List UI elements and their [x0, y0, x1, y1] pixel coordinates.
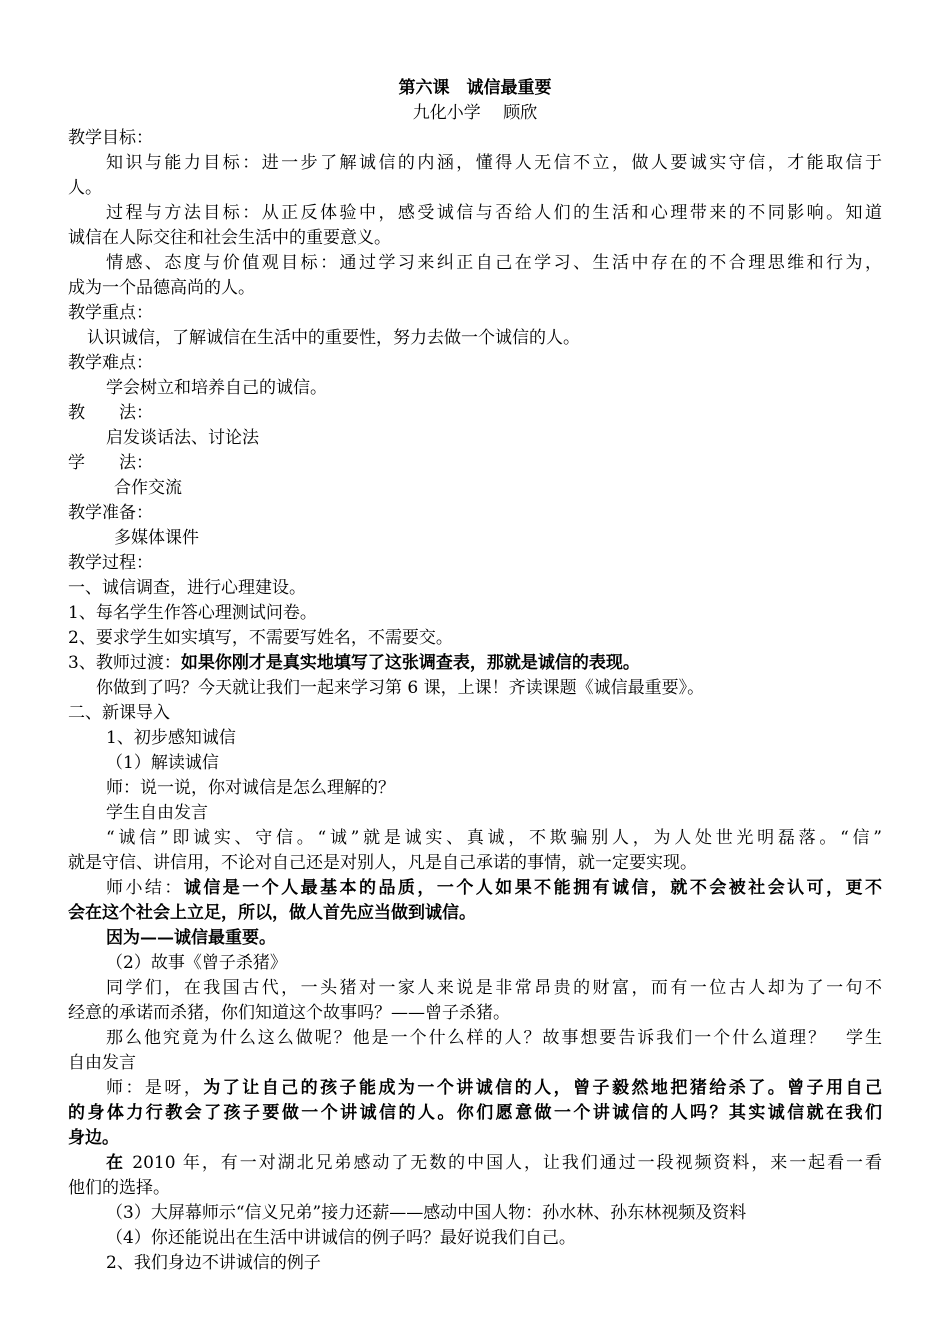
text-line: 会在这个社会上立足，所以，做人首先应当做到诚信。: [68, 903, 476, 923]
text-line: 就是守信、讲信用，不论对自己还是对别人，凡是自己承诺的事情，就一定要实现。: [68, 853, 697, 873]
text-line: （2）故事《曾子杀猪》: [106, 953, 287, 973]
text-line: 启发谈话法、讨论法: [106, 428, 259, 448]
text-line: 师：说一说，你对诚信是怎么理解的？: [106, 778, 395, 798]
bold-text-run: 诚信是一个人最基本的品质，一个人如果不能拥有诚信，就不会被社会认可，更不: [183, 878, 883, 898]
heading-learning-method: 学 法：: [68, 453, 153, 473]
text-line: 那么他究竟为什么这么做呢？他是一个什么样的人？故事想要告诉我们一个什么道理？ 学生: [106, 1028, 882, 1048]
section-heading: 一、诚信调查，进行心理建设。: [68, 578, 306, 598]
text-line: 身边。: [68, 1128, 119, 1148]
text-line: 2、要求学生如实填写，不需要写姓名，不需要交。: [68, 628, 453, 648]
text-run: 师：是呀，: [106, 1078, 204, 1098]
heading-process: 教学过程：: [68, 553, 153, 573]
text-line: 学会树立和培养自己的诚信。: [106, 378, 327, 398]
text-line: 因为——诚信最重要。: [106, 928, 276, 948]
heading-difficulties: 教学难点：: [68, 353, 153, 373]
doc-author: 九化小学 顾欣: [412, 103, 538, 123]
section-heading: 二、新课导入: [68, 703, 170, 723]
text-line: “诚信”即诚实、守信。“诚”就是诚实、真诚，不欺骗别人，为人处世光明磊落。“信”: [106, 828, 882, 848]
text-line: 知识与能力目标：进一步了解诚信的内涵，懂得人无信不立，做人要诚实守信，才能取信于: [106, 153, 882, 173]
text-line: 人。: [68, 178, 102, 198]
text-line: 1、初步感知诚信: [106, 728, 236, 748]
text-line: （4）你还能说出在生活中讲诚信的例子吗？最好说我们自己。: [106, 1228, 576, 1248]
text-line: 2、我们身边不讲诚信的例子: [106, 1253, 321, 1273]
bold-text-run: 在: [106, 1153, 125, 1173]
text-line: [106, 1076, 882, 1100]
text-line: 你做到了吗？今天就让我们一起来学习第 6 课，上课！齐读课题《诚信最重要》。: [96, 678, 705, 698]
text-line: （3）大屏幕师示“信义兄弟”接力还薪——感动中国人物：孙水林、孙东林视频及资料: [106, 1203, 747, 1223]
heading-objectives: 教学目标：: [68, 128, 153, 148]
text-line: 合作交流: [114, 478, 182, 498]
heading-teaching-method: 教 法：: [68, 403, 153, 423]
text-line: 经意的承诺而杀猪，你们知道这个故事吗？——曾子杀猪。: [68, 1003, 510, 1023]
heading-preparation: 教学准备：: [68, 503, 153, 523]
text-line: 的身体力行教会了孩子要做一个讲诚信的人。你们愿意做一个讲诚信的人吗？其实诚信就在我们: [68, 1103, 882, 1123]
bold-text-run: 为了让自己的孩子能成为一个讲诚信的人，曾子毅然地把猪给杀了。曾子用自己: [203, 1078, 883, 1098]
bold-text-run: 如果你刚才是真实地填写了这张调查表，那就是诚信的表现。: [180, 653, 640, 673]
text-run: 师小结：: [106, 878, 184, 898]
text-line: 过程与方法目标：从正反体验中，感受诚信与否给人们的生活和心理带来的不同影响。知道: [106, 203, 882, 223]
text-run: 2010 年，有一对湖北兄弟感动了无数的中国人，让我们通过一段视频资料，来一起看一看: [124, 1153, 882, 1173]
text-line: 认识诚信，了解诚信在生活中的重要性，努力去做一个诚信的人。: [87, 328, 580, 348]
text-line: 1、每名学生作答心理测试问卷。: [68, 603, 317, 623]
text-line: 自由发言: [68, 1053, 136, 1073]
text-line: [106, 1151, 882, 1175]
heading-key-points: 教学重点：: [68, 303, 153, 323]
text-line: [68, 651, 640, 675]
text-line: 成为一个品德高尚的人。: [68, 278, 255, 298]
text-line: （1）解读诚信: [106, 753, 219, 773]
text-line: 情感、态度与价值观目标：通过学习来纠正自己在学习、生活中存在的不合理思维和行为，: [106, 253, 882, 273]
doc-title: 第六课 诚信最重要: [398, 78, 552, 98]
text-run: 3、教师过渡：: [68, 653, 181, 673]
text-line: 学生自由发言: [106, 803, 208, 823]
text-line: 多媒体课件: [114, 528, 199, 548]
text-line: [106, 876, 882, 900]
text-line: 诚信在人际交往和社会生活中的重要意义。: [68, 228, 391, 248]
text-line: 同学们，在我国古代，一头猪对一家人来说是非常昂贵的财富，而有一位古人却为了一句不: [106, 978, 882, 998]
text-line: 他们的选择。: [68, 1178, 170, 1198]
